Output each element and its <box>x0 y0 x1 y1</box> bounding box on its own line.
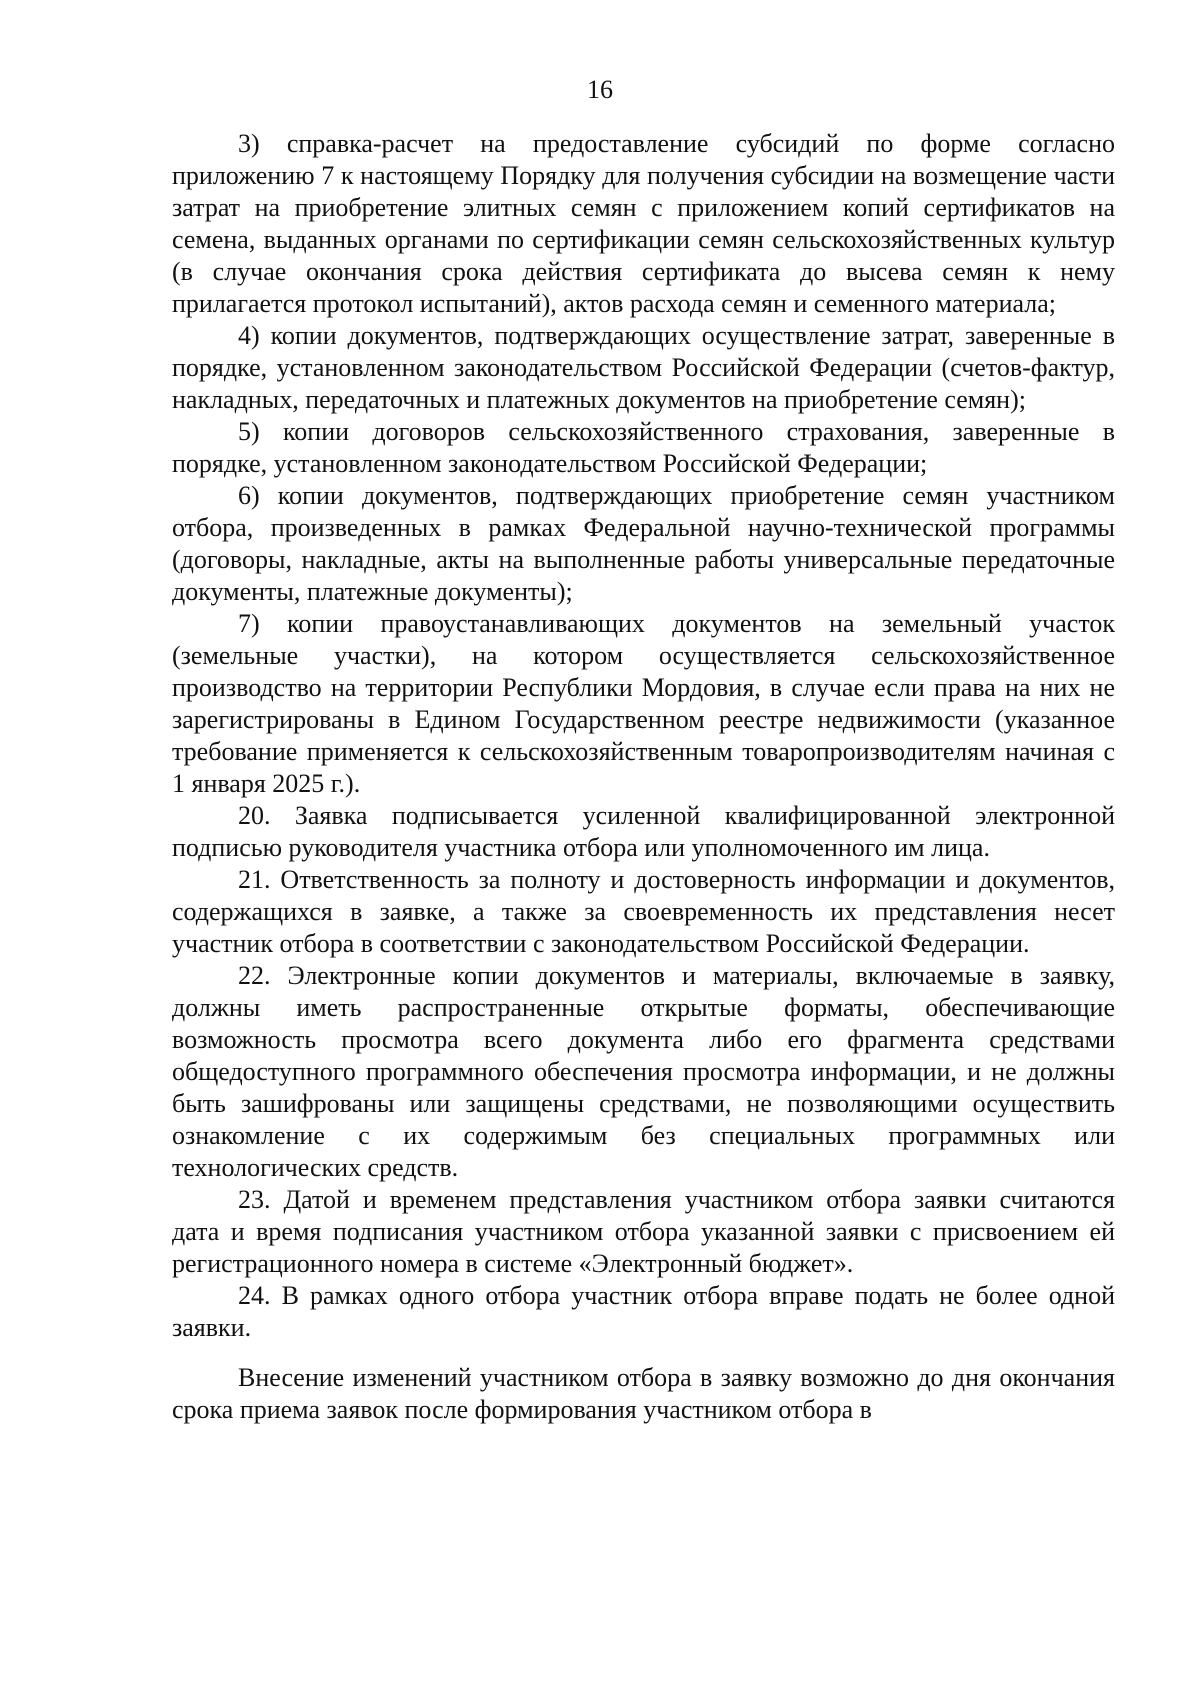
paragraph-clause-22: 22. Электронные копии документов и материалы, включаемые в заявку, должны иметь распространенные открытые форматы, обеспечивающие возможность просмотра всего документа либо его фрагмента средствами общедоступного программного обеспечения просмотра информации, и не должны быть зашифрованы или защищены средствами, не позволяющими осуществить ознакомление с их содержимым без специальных программных или технологических средств. <box>172 961 1115 1182</box>
paragraph-clause-23: 23. Датой и временем представления участником отбора заявки считаются дата и время подписания участником отбора указанной заявки с присвоением ей регистрационного номера в системе «Электронный бюджет». <box>172 1185 1115 1278</box>
paragraph-item-4: 4) копии документов, подтверждающих осуществление затрат, заверенные в порядке, установленном законодательством Российской Федерации (счетов-фактур, накладных, передаточных и платежных документов на приобретение семян); <box>172 321 1115 414</box>
paragraph-clause-21: 21. Ответственность за полноту и достоверность информации и документов, содержащихся в заявке, а также за своевременность их представления несет участник отбора в соответствии с законодательством Российской Федерации. <box>172 865 1115 958</box>
paragraph-amendments: Внесение изменений участником отбора в заявку возможно до дня окончания срока приема заявок после формирования участником отбора в <box>172 1363 1115 1424</box>
paragraph-item-5: 5) копии договоров сельскохозяйственного страхования, заверенные в порядке, установленном законодательством Российской Федерации; <box>172 417 1115 478</box>
paragraph-item-7: 7) копии правоустанавливающих документов на земельный участок (земельные участки), на котором осуществляется сельскохозяйственное производство на территории Республики Мордовия, в случае если права на них не зарегистрированы в Едином Государственном реестре недвижимости (указанное требование применяется к сельскохозяйственным товаропроизводителям начиная с 1 января 2025 г.). <box>172 609 1115 798</box>
page-number: 16 <box>587 75 613 104</box>
paragraph-item-3: 3) справка-расчет на предоставление субсидий по форме согласно приложению 7 к настоящему Порядку для получения субсидии на возмещение части затрат на приобретение элитных семян с приложением копий сертификатов на семена, выданных органами по сертификации семян сельскохозяйственных культур (в случае окончания срока действия сертификата до высева семян к нему прилагается протокол испытаний), актов расхода семян и семенного материала; <box>172 129 1115 318</box>
paragraph-item-6: 6) копии документов, подтверждающих приобретение семян участником отбора, произведенных в рамках Федеральной научно-технической программы (договоры, накладные, акты на выполненные работы универсальные передаточные документы, платежные документы); <box>172 481 1115 606</box>
paragraph-clause-20: 20. Заявка подписывается усиленной квалифицированной электронной подписью руководителя участника отбора или уполномоченного им лица. <box>172 801 1115 862</box>
paragraph-clause-24: 24. В рамках одного отбора участник отбора вправе подать не более одной заявки. <box>172 1281 1115 1342</box>
document-body <box>172 128 1115 1426</box>
